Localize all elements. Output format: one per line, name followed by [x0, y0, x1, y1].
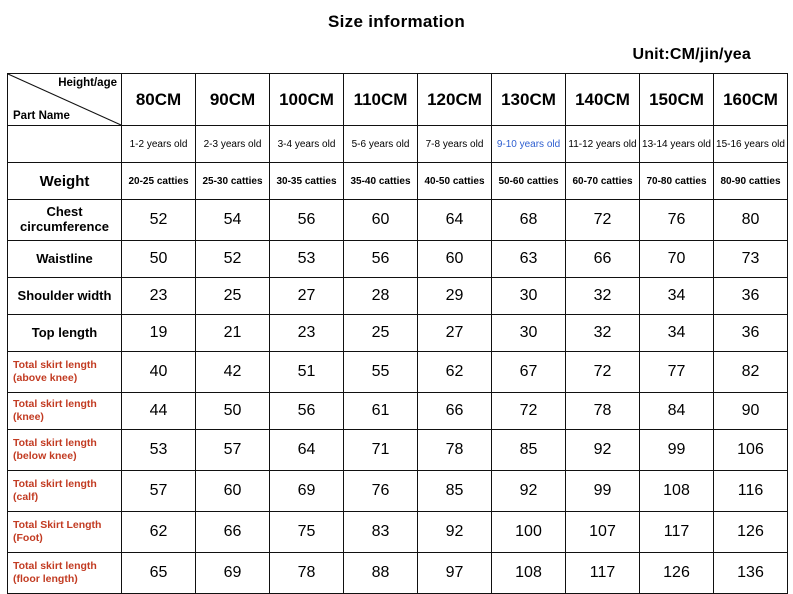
cell-7-0: 57 — [122, 471, 196, 512]
cell-9-6: 117 — [566, 553, 640, 594]
cell-3-8: 36 — [714, 315, 788, 352]
cell-9-4: 97 — [418, 553, 492, 594]
cell-6-6: 92 — [566, 430, 640, 471]
weight-value-8: 80-90 catties — [714, 163, 788, 200]
cell-0-5: 68 — [492, 200, 566, 241]
table-row-5 — [8, 393, 788, 430]
row-label-8: Total Skirt Length (Foot) — [8, 512, 122, 553]
row-label-5: Total skirt length (knee) — [8, 393, 122, 430]
cell-9-0: 65 — [122, 553, 196, 594]
column-size-4: 120CM — [418, 74, 492, 126]
row-label-9: Total skirt length (floor length) — [8, 553, 122, 594]
cell-8-4: 92 — [418, 512, 492, 553]
cell-2-2: 27 — [270, 278, 344, 315]
cell-5-7: 84 — [640, 393, 714, 430]
size-table — [7, 73, 788, 594]
cell-9-5: 108 — [492, 553, 566, 594]
cell-2-4: 29 — [418, 278, 492, 315]
cell-1-8: 73 — [714, 241, 788, 278]
row-label-1: Waistline — [8, 241, 122, 278]
row-label-6: Total skirt length (below knee) — [8, 430, 122, 471]
cell-7-6: 99 — [566, 471, 640, 512]
cell-2-6: 32 — [566, 278, 640, 315]
cell-4-8: 82 — [714, 352, 788, 393]
weight-value-3: 35-40 catties — [344, 163, 418, 200]
weight-value-7: 70-80 catties — [640, 163, 714, 200]
cell-5-1: 50 — [196, 393, 270, 430]
column-age-1: 2-3 years old — [196, 126, 270, 163]
column-age-5: 9-10 years old — [492, 126, 566, 163]
cell-1-1: 52 — [196, 241, 270, 278]
cell-1-3: 56 — [344, 241, 418, 278]
cell-0-1: 54 — [196, 200, 270, 241]
cell-9-2: 78 — [270, 553, 344, 594]
column-size-5: 130CM — [492, 74, 566, 126]
table-row-0 — [8, 200, 788, 241]
cell-2-8: 36 — [714, 278, 788, 315]
cell-6-2: 64 — [270, 430, 344, 471]
weight-value-5: 50-60 catties — [492, 163, 566, 200]
column-size-1: 90CM — [196, 74, 270, 126]
weight-value-6: 60-70 catties — [566, 163, 640, 200]
cell-8-1: 66 — [196, 512, 270, 553]
cell-3-3: 25 — [344, 315, 418, 352]
height-age-label: Height/age — [58, 77, 117, 89]
cell-4-5: 67 — [492, 352, 566, 393]
cell-0-8: 80 — [714, 200, 788, 241]
cell-1-5: 63 — [492, 241, 566, 278]
cell-6-1: 57 — [196, 430, 270, 471]
cell-0-4: 64 — [418, 200, 492, 241]
cell-7-2: 69 — [270, 471, 344, 512]
cell-4-4: 62 — [418, 352, 492, 393]
cell-8-0: 62 — [122, 512, 196, 553]
cell-2-5: 30 — [492, 278, 566, 315]
row-label-4: Total skirt length (above knee) — [8, 352, 122, 393]
column-age-8: 15-16 years old — [714, 126, 788, 163]
row-label-0: Chest circumference — [8, 200, 122, 241]
cell-8-5: 100 — [492, 512, 566, 553]
cell-8-2: 75 — [270, 512, 344, 553]
cell-1-0: 50 — [122, 241, 196, 278]
table-row-9 — [8, 553, 788, 594]
cell-6-7: 99 — [640, 430, 714, 471]
cell-5-2: 56 — [270, 393, 344, 430]
cell-1-7: 70 — [640, 241, 714, 278]
cell-0-3: 60 — [344, 200, 418, 241]
unit-note: Unit:CM/jin/yea — [632, 46, 751, 63]
table-row-weight — [8, 163, 788, 200]
row-label-7: Total skirt length (calf) — [8, 471, 122, 512]
cell-6-3: 71 — [344, 430, 418, 471]
cell-4-0: 40 — [122, 352, 196, 393]
table-row-8 — [8, 512, 788, 553]
cell-7-1: 60 — [196, 471, 270, 512]
cell-3-0: 19 — [122, 315, 196, 352]
column-age-3: 5-6 years old — [344, 126, 418, 163]
column-size-6: 140CM — [566, 74, 640, 126]
cell-5-5: 72 — [492, 393, 566, 430]
cell-7-8: 116 — [714, 471, 788, 512]
cell-9-7: 126 — [640, 553, 714, 594]
cell-7-5: 92 — [492, 471, 566, 512]
column-age-6: 11-12 years old — [566, 126, 640, 163]
cell-6-4: 78 — [418, 430, 492, 471]
cell-4-3: 55 — [344, 352, 418, 393]
weight-value-4: 40-50 catties — [418, 163, 492, 200]
table-header-row — [8, 74, 788, 126]
row-label-3: Top length — [8, 315, 122, 352]
cell-9-8: 136 — [714, 553, 788, 594]
cell-4-6: 72 — [566, 352, 640, 393]
cell-4-2: 51 — [270, 352, 344, 393]
cell-8-7: 117 — [640, 512, 714, 553]
table-row-6 — [8, 430, 788, 471]
column-age-0: 1-2 years old — [122, 126, 196, 163]
cell-5-4: 66 — [418, 393, 492, 430]
column-size-2: 100CM — [270, 74, 344, 126]
cell-8-6: 107 — [566, 512, 640, 553]
column-age-4: 7-8 years old — [418, 126, 492, 163]
weight-value-0: 20-25 catties — [122, 163, 196, 200]
cell-8-8: 126 — [714, 512, 788, 553]
cell-2-7: 34 — [640, 278, 714, 315]
table-row-2 — [8, 278, 788, 315]
cell-2-1: 25 — [196, 278, 270, 315]
cell-6-0: 53 — [122, 430, 196, 471]
column-size-3: 110CM — [344, 74, 418, 126]
cell-4-1: 42 — [196, 352, 270, 393]
cell-1-6: 66 — [566, 241, 640, 278]
cell-3-5: 30 — [492, 315, 566, 352]
cell-2-0: 23 — [122, 278, 196, 315]
table-row-7 — [8, 471, 788, 512]
cell-9-3: 88 — [344, 553, 418, 594]
table-age-row — [8, 126, 788, 163]
weight-value-1: 25-30 catties — [196, 163, 270, 200]
column-size-8: 160CM — [714, 74, 788, 126]
cell-6-5: 85 — [492, 430, 566, 471]
cell-5-3: 61 — [344, 393, 418, 430]
cell-0-2: 56 — [270, 200, 344, 241]
column-size-7: 150CM — [640, 74, 714, 126]
cell-3-2: 23 — [270, 315, 344, 352]
cell-1-2: 53 — [270, 241, 344, 278]
cell-9-1: 69 — [196, 553, 270, 594]
cell-0-0: 52 — [122, 200, 196, 241]
table-row-1 — [8, 241, 788, 278]
header-corner-cell — [8, 74, 122, 126]
weight-value-2: 30-35 catties — [270, 163, 344, 200]
part-name-label: Part Name — [13, 110, 70, 122]
cell-3-4: 27 — [418, 315, 492, 352]
cell-5-0: 44 — [122, 393, 196, 430]
cell-7-7: 108 — [640, 471, 714, 512]
cell-6-8: 106 — [714, 430, 788, 471]
row-label-2: Shoulder width — [8, 278, 122, 315]
age-row-label — [8, 126, 122, 163]
cell-3-1: 21 — [196, 315, 270, 352]
cell-3-7: 34 — [640, 315, 714, 352]
cell-1-4: 60 — [418, 241, 492, 278]
column-age-7: 13-14 years old — [640, 126, 714, 163]
cell-8-3: 83 — [344, 512, 418, 553]
cell-5-8: 90 — [714, 393, 788, 430]
cell-3-6: 32 — [566, 315, 640, 352]
cell-0-6: 72 — [566, 200, 640, 241]
column-size-0: 80CM — [122, 74, 196, 126]
column-age-2: 3-4 years old — [270, 126, 344, 163]
cell-5-6: 78 — [566, 393, 640, 430]
cell-0-7: 76 — [640, 200, 714, 241]
table-row-4 — [8, 352, 788, 393]
cell-7-4: 85 — [418, 471, 492, 512]
page-title: Size information — [327, 12, 466, 31]
cell-4-7: 77 — [640, 352, 714, 393]
cell-2-3: 28 — [344, 278, 418, 315]
table-row-3 — [8, 315, 788, 352]
row-label-weight: Weight — [8, 163, 122, 200]
cell-7-3: 76 — [344, 471, 418, 512]
